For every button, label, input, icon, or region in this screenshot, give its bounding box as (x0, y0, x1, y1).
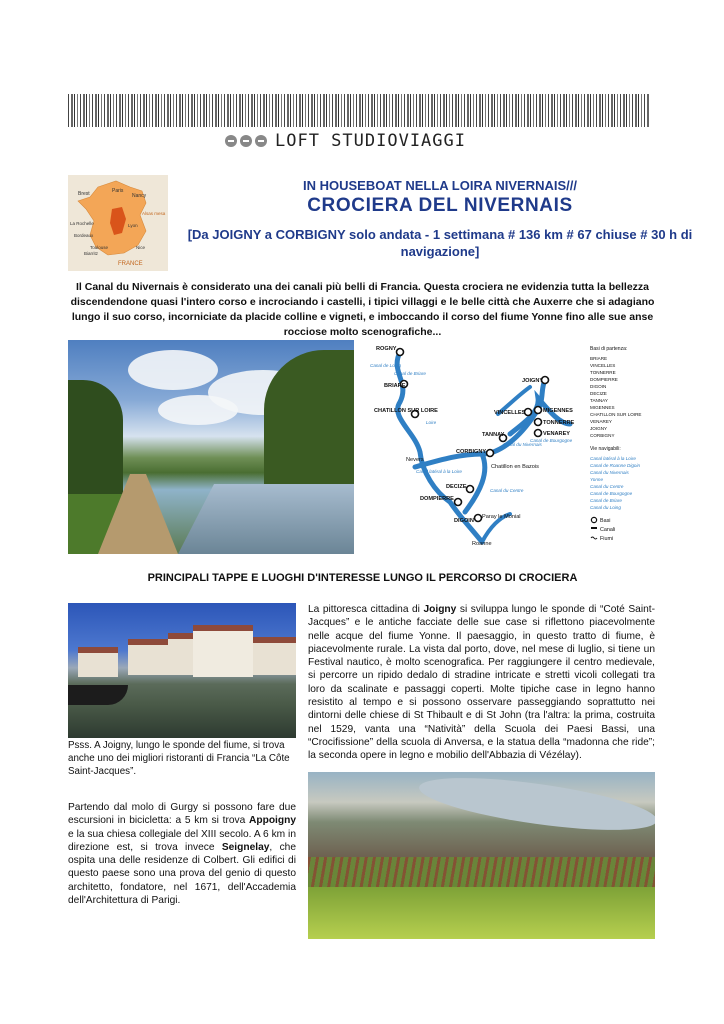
town-label: Chatillon en Bazois (491, 464, 539, 470)
page-subtitle: [Da JOIGNY a CORBIGNY solo andata - 1 settimana # 136 km # 67 chiuse # 30 h di navigazione] (187, 227, 693, 259)
base-marker-rogny (397, 349, 404, 356)
section-heading: PRINCIPALI TAPPE E LUOGHI D'INTERESSE LUNGO IL PERCORSO DI CROCIERA (147, 572, 578, 584)
legend-label: Basi (600, 518, 611, 524)
navigable-list-item: Canal du Nivernais (590, 470, 629, 475)
bases-list-item: VENAREY (590, 419, 612, 424)
town-label: MIGENNES (543, 408, 573, 414)
city-label: Nice (136, 245, 146, 250)
city-label: Alsas mesa (142, 211, 166, 216)
city-label: Toulouse (90, 245, 109, 250)
bases-list-item: TANNAY (590, 398, 608, 403)
town-label: VENAREY (543, 431, 571, 437)
navigable-list-item: Canal latéral à la Loire (590, 456, 636, 461)
bases-list-item: TONNERRE (590, 370, 616, 375)
bases-list-item: VINCELLES (590, 363, 616, 368)
city-label: Bordeaux (74, 233, 94, 238)
town-label: Paray le Monial (482, 514, 521, 520)
plane-icon (240, 135, 252, 147)
highlight-seignelay: Seignelay (221, 841, 270, 853)
bases-list-item: CORBIGNY (590, 433, 615, 438)
page-title: CROCIERA DEL NIVERNAIS (307, 195, 573, 216)
bases-list-item: DIGOIN (590, 384, 607, 389)
city-label: Lyon (128, 223, 138, 228)
town-label: BRIARE (384, 383, 406, 389)
canal-label: Canal du Centre (490, 488, 524, 493)
base-marker-venarey (535, 430, 542, 437)
navigable-list-item: Canal de Roanne Digoin (590, 463, 641, 468)
highlight-appoigny: Appoigny (249, 815, 296, 827)
canal-label: Loire (426, 420, 437, 425)
city-label: Brest (78, 191, 90, 197)
brand-logo (225, 130, 466, 152)
globe-icon (225, 135, 237, 147)
canal-label: Canal de Briare (394, 371, 426, 376)
bases-list-item: DECIZE (590, 391, 607, 396)
town-label: JOIGNY (522, 378, 544, 384)
bases-list-item: CHATILLON SUR LOIRE (590, 412, 642, 417)
legend-label: Canali (600, 527, 616, 533)
canal-label: Canal latéral à la Loire (416, 469, 462, 474)
vineyard-valley-photo (308, 772, 655, 939)
city-label: La Rochelle (70, 221, 94, 226)
base-marker-migennes (535, 407, 542, 414)
navigable-list-item: Canal de Bourgogne (590, 491, 633, 496)
brand-name: LOFT STUDIOVIAGGI (275, 131, 466, 151)
bases-list-item: MIGENNES (590, 405, 615, 410)
canal-label: Canal de Bourgogne (530, 438, 573, 443)
city-label: Nancy (132, 193, 147, 199)
navigable-title: Vie navigabili: (590, 446, 621, 452)
navigable-list-item: Canal de Briare (590, 498, 622, 503)
bases-list-item: DOMPIERRE (590, 377, 618, 382)
town-label: CORBIGNY (456, 449, 487, 455)
gurgy-paragraph: Partendo dal molo di Gurgy si possono fare due escursioni in bicicletta: a 5 km si trova Appoigny e la sua chiesa collegiale del XIII secolo. A 6 km in direzione est, si trova invece Seignelay, che ospita una delle residenze di Colbert. Gli edifici di questo paese sono una prova del genio di questo architetto, fondatore, nel 1671, dell'Accademia dell'Architettura di Parigi. (68, 802, 297, 907)
base-marker-dompierre (455, 499, 462, 506)
legend-label: Fiumi (600, 536, 614, 542)
country-label: FRANCE (118, 261, 143, 267)
town-label: DECIZE (446, 484, 467, 490)
town-label: CHATILLON SUR LOIRE (374, 408, 438, 414)
navigable-list-item: Canal du Loing (590, 505, 621, 510)
boat-icon (255, 135, 267, 147)
kicker-title: IN HOUSEBOAT NELLA LOIRA NIVERNAIS/// (303, 178, 577, 193)
canal-label: Canal de Loing (370, 363, 401, 368)
intro-paragraph: Il Canal du Nivernais è considerato una dei canali più belli di Francia. Questa crociera ne evidenzia tutta la bellezza discendendone quasi l'intero corso e incrociando i castelli, i tipici villaggi e le belle città che Auxerre che si adagiano lungo il suo corso, incorniciate da placide colline e vigneti, e imboccando il corso del fiume Yonne fino alle sue anse rocciose molto scenografiche... (70, 281, 655, 338)
town-label: ROGNY (376, 346, 397, 352)
canal-route-map (360, 342, 650, 557)
navigable-list-item: Canal du Centre (590, 484, 624, 489)
town-label: TONNERRE (543, 420, 575, 426)
town-label: DOMPIERRE (420, 496, 454, 502)
town-label: VINCELLES (494, 410, 526, 416)
joigny-paragraph: La pittoresca cittadina di Joigny si sviluppa lungo le sponde di “Coté Saint-Jacques” e le antiche facciate delle sue case si riflettono piacevolmente nelle acque del fiume Yonne. Il paesaggio, in questo tratto di fiume, è piacevolmente rurale. La vista dal porto, dove, nel mese di luglio, si tiene un Festival nautico, è molto scenografica. Per raggiungere il centro medievale, si percorre un ripido dedalo di stradine intricate e stretti vicoli collegati tra loro da scalinate e passaggi coperti. Molte tipiche case in legno hanno resistito al tempo e si possono osservare passeggiando soprattutto nei dintorni delle chiese di St Thibault e di St John (tra l'altra: la prima, costruita nel 1529, vanta una “Natività” della Scuola dei Paesi Bassi, una “Crocifissione” della scuola di Anversa, e la statua della “madonna che ride”; la seconda opere in legno e mobilio dell'Abbazia di Vézélay). (308, 604, 655, 762)
joigny-photo-caption: Psss. A Joigny, lungo le sponde del fiume, si trova anche uno dei migliori ristoranti di Francia “La Côte Saint-Jacques”. (68, 740, 290, 777)
canal-towpath-photo (68, 340, 354, 554)
base-marker-decize (467, 486, 474, 493)
joigny-riverfront-photo (68, 603, 296, 738)
base-marker-tonnerre (535, 419, 542, 426)
base-marker-vincelles (525, 409, 532, 416)
town-label: Nevers (406, 457, 424, 463)
town-label: TANNAY (482, 432, 505, 438)
legend-canal-icon (591, 527, 597, 529)
legend-river-icon (591, 537, 597, 539)
town-label: Roanne (472, 541, 492, 547)
bases-list-item: BRIARE (590, 356, 608, 361)
base-marker-digoin (475, 515, 482, 522)
canal-label: Canal du Nivernais (503, 442, 542, 447)
france-locator-map (68, 175, 168, 271)
bases-title: Basi di partenza: (590, 346, 628, 352)
city-label: Paris (112, 188, 124, 194)
navigable-list-item: Yonne (590, 477, 604, 482)
legend-base-icon (591, 517, 596, 522)
highlight-joigny: Joigny (423, 604, 457, 615)
header-barcode-strip (68, 94, 650, 127)
town-label: DIGOIN (454, 518, 474, 524)
bases-list-item: JOIGNY (590, 426, 608, 431)
city-label: Biarritz (84, 251, 99, 256)
base-marker-corbigny (487, 450, 494, 457)
